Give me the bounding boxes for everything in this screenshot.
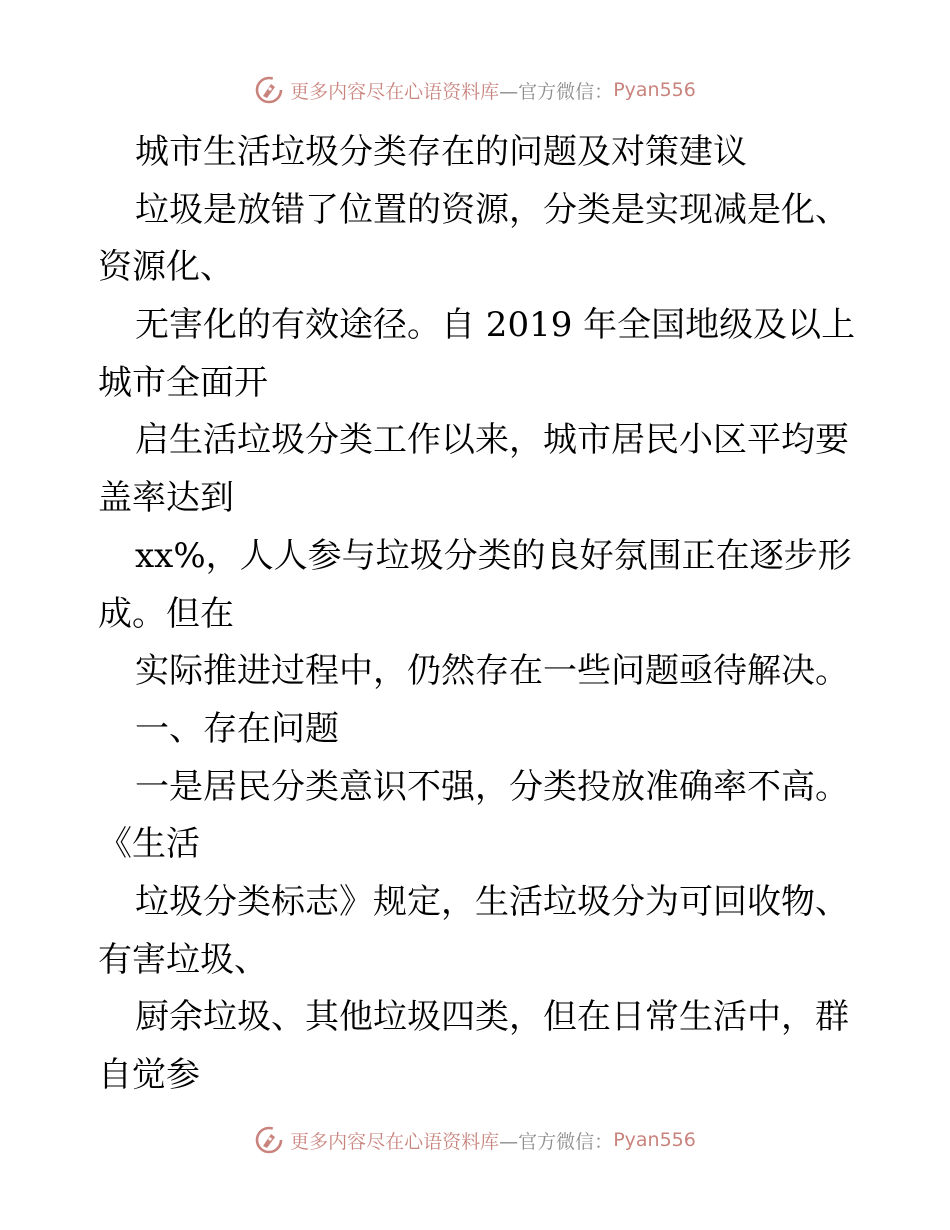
watermark-wechat-id: Pyan556 [613,79,696,101]
header-watermark [0,70,950,110]
paragraph-line: 成。但在 [98,593,234,634]
paragraph-line: 垃圾分类标志》规定，生活垃圾分为可回收物、 [135,881,849,922]
document-body [98,124,868,1105]
watermark-text-main: 更多内容尽在心语资料库 [290,80,500,103]
watermark-text-separator: —官方微信： [499,1130,614,1153]
document-title: 城市生活垃圾分类存在的问题及对策建议 [135,132,747,172]
paragraph-line: xx%，人人参与垃圾分类的良好氛围正在逐步形 [135,535,852,576]
paragraph-line: 垃圾是放错了位置的资源，分类是实现减是化、 [135,189,849,230]
paragraph-line: 资源化、 [98,247,234,288]
pen-nib-circle-icon [254,75,284,105]
paragraph-line: 实际推进过程中，仍然存在一些问题亟待解决。 [135,651,849,692]
paragraph-line: 启生活垃圾分类工作以来，城市居民小区平均要 [135,420,849,461]
section-heading: 一、存在问题 [135,708,339,749]
paragraph-line: 一是居民分类意识不强，分类投放准确率不高。 [135,766,849,807]
watermark-text-main: 更多内容尽在心语资料库 [290,1130,500,1153]
paragraph-line: 自觉参 [98,1055,200,1095]
paragraph-line: 厨余垃圾、其他垃圾四类，但在日常生活中，群 [135,997,849,1038]
watermark-wechat-id: Pyan556 [613,1129,696,1151]
paragraph-line: 城市全面开 [98,362,268,403]
watermark-text-separator: —官方微信： [499,80,614,103]
paragraph-line: 盖率达到 [98,478,234,519]
paragraph-line: 《生活 [98,824,200,865]
footer-watermark [0,1120,950,1160]
paragraph-line: 有害垃圾、 [98,939,268,980]
paragraph-line: 无害化的有效途径。自 2019 年全国地级及以上 [135,305,856,346]
pen-nib-circle-icon [254,1125,284,1155]
